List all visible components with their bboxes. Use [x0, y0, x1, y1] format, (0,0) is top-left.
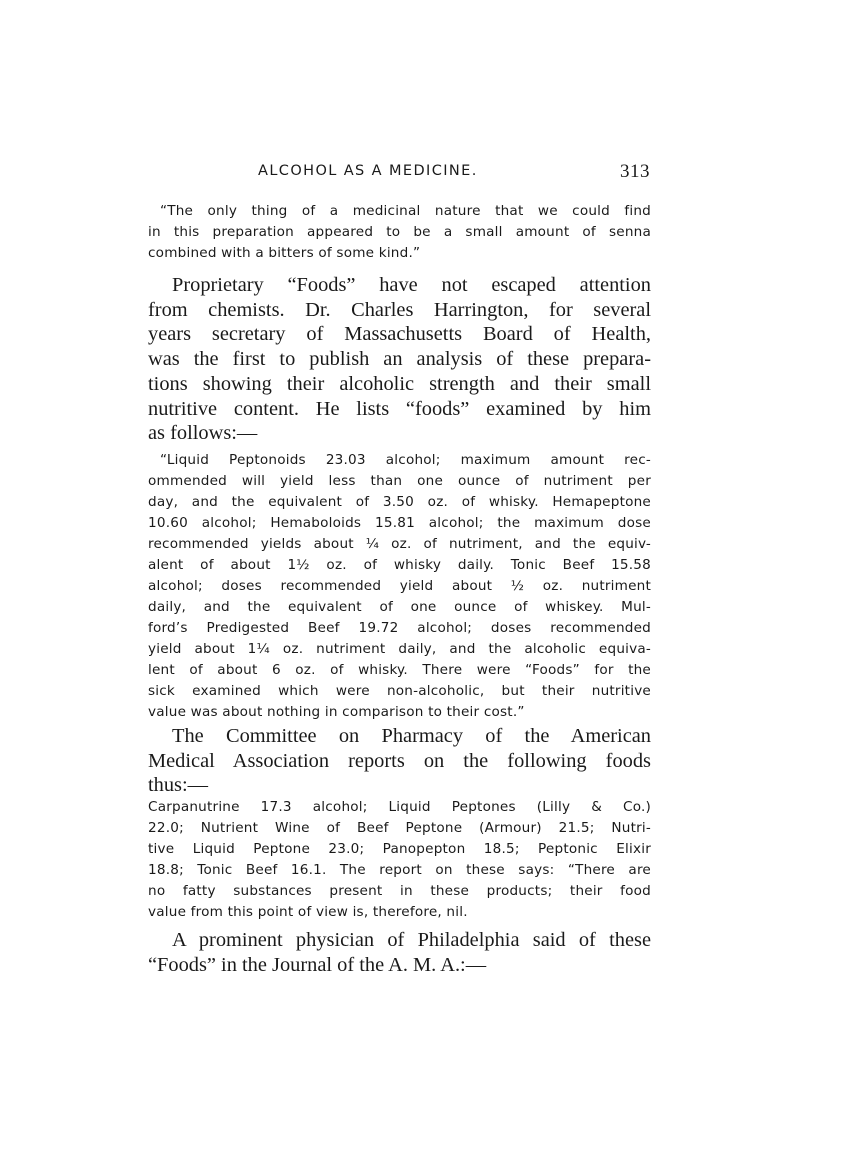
text-line: was the first to publish an analysis of these prepara-	[148, 348, 651, 371]
text-line: thus:—	[148, 774, 209, 797]
quote-harrington	[148, 450, 651, 723]
text-line: no fatty substances present in these products; their food	[148, 883, 651, 899]
paragraph-proprietary-foods	[148, 273, 651, 446]
running-title: ALCOHOL AS A MEDICINE.	[258, 163, 478, 179]
page-number: 313	[620, 161, 650, 182]
text-line: years secretary of Massachusetts Board of Health,	[148, 323, 651, 346]
text-line: daily, and the equivalent of one ounce of whiskey. Mul-	[148, 599, 651, 615]
text-line: Carpanutrine 17.3 alcohol; Liquid Peptones (Lilly & Co.)	[148, 799, 651, 815]
text-line: recommended yields about ¼ oz. of nutriment, and the equiv-	[148, 536, 651, 552]
text-line: in this preparation appeared to be a small amount of senna	[148, 224, 651, 240]
text-line: tive Liquid Peptone 23.0; Panopepton 18.5; Peptonic Elixir	[148, 841, 651, 857]
text-line: sick examined which were non-alcoholic, but their nutritive	[148, 683, 651, 699]
text-line: yield about 1¼ oz. nutriment daily, and the alcoholic equiva-	[148, 641, 651, 657]
text-line: nutritive content. He lists “foods” examined by him	[148, 397, 651, 420]
text-line: “Liquid Peptonoids 23.03 alcohol; maximum amount rec-	[160, 452, 651, 468]
text-line: “Foods” in the Journal of the A. M. A.:—	[148, 953, 487, 976]
text-line: 22.0; Nutrient Wine of Beef Peptone (Armour) 21.5; Nutri-	[148, 820, 651, 836]
text-line: Proprietary “Foods” have not escaped attention	[172, 274, 651, 296]
paragraph-philadelphia-physician	[148, 928, 651, 977]
text-line: lent of about 6 oz. of whisky. There were “Foods” for the	[148, 662, 651, 678]
quote-committee-report	[148, 797, 651, 923]
text-line: 10.60 alcohol; Hemaboloids 15.81 alcohol; the maximum dose	[148, 515, 651, 531]
text-line: tions showing their alcoholic strength and their small	[148, 372, 651, 395]
text-line: value from this point of view is, therefore, nil.	[148, 904, 468, 920]
text-line: 18.8; Tonic Beef 16.1. The report on these says: “There are	[148, 862, 651, 878]
text-line: ford’s Predigested Beef 19.72 alcohol; doses recommended	[148, 620, 651, 636]
text-line: ommended will yield less than one ounce of nutriment per	[148, 473, 651, 489]
quote-senna	[148, 201, 651, 264]
text-line: combined with a bitters of some kind.”	[148, 245, 421, 261]
text-line: alent of about 1½ oz. of whisky daily. Tonic Beef 15.58	[148, 557, 651, 573]
text-line: “The only thing of a medicinal nature that we could find	[160, 203, 651, 219]
text-line: The Committee on Pharmacy of the American	[172, 725, 651, 747]
text-line: alcohol; doses recommended yield about ½ oz. nutriment	[148, 578, 651, 594]
text-line: as follows:—	[148, 422, 258, 445]
paragraph-committee-pharmacy	[148, 724, 651, 798]
text-line: from chemists. Dr. Charles Harrington, for several	[148, 298, 651, 321]
text-line: Medical Association reports on the following foods	[148, 749, 651, 772]
text-line: value was about nothing in comparison to their cost.”	[148, 704, 525, 720]
text-line: A prominent physician of Philadelphia said of these	[172, 929, 651, 951]
text-line: day, and the equivalent of 3.50 oz. of whisky. Hemapeptone	[148, 494, 651, 510]
running-header	[258, 161, 650, 187]
